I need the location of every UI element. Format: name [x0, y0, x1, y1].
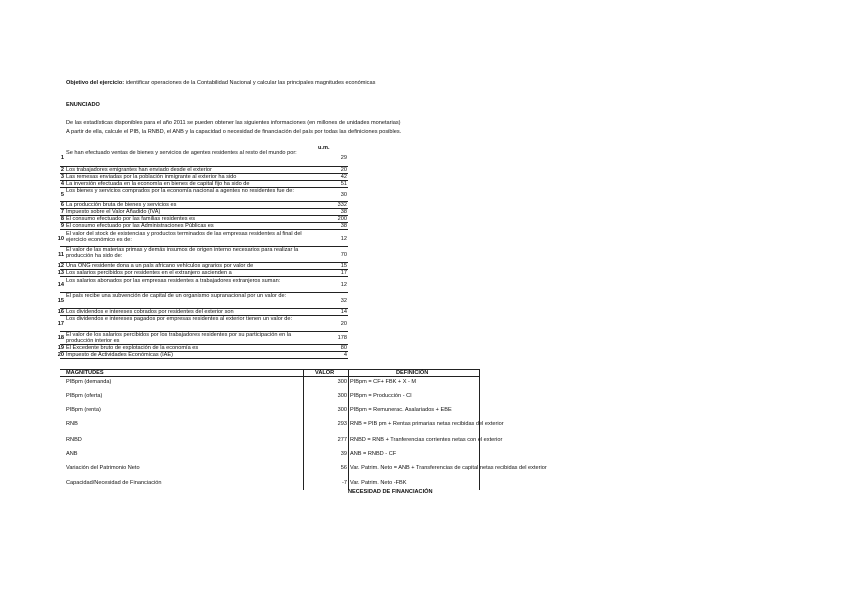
- magnitude-value: 39: [340, 451, 347, 457]
- magnitude-value: 293: [337, 421, 347, 427]
- row-text: Impuesto sobre el Valor Añadido (IVA): [66, 209, 161, 215]
- row-text: La inversión efectuada en la economía en bienes de capital fijo ha sido de: [66, 181, 250, 187]
- row-value: 12: [340, 235, 347, 242]
- row-number: 12: [57, 263, 64, 269]
- magnitudes-col-divider-3: [479, 369, 480, 490]
- row-text: Los salarios percibidos por residentes en el extranjero ascienden a: [66, 270, 232, 276]
- magnitude-definition: PIBpm = Producción - CI: [350, 393, 412, 399]
- row-value: 38: [340, 209, 347, 215]
- row-number: 8: [60, 216, 64, 222]
- magnitude-name: ANB: [66, 451, 78, 457]
- row-value: 4: [343, 352, 347, 358]
- row-text: Una ONG residente dona a un país africano vehículos agrarios por valor de: [66, 263, 254, 269]
- magnitude-name: RNB: [66, 421, 78, 427]
- magnitude-name: Variación del Patrimonio Neto: [66, 465, 140, 471]
- row-number: 17: [57, 320, 64, 327]
- row-text: El valor de las materias primas y demás insumos de origen interno necesarios para realizar la producción ha sido de:: [66, 247, 299, 260]
- magnitudes-header-definition: DEFINICIÓN: [396, 370, 429, 376]
- row-value: 32: [340, 297, 347, 304]
- row-number: 6: [60, 202, 64, 208]
- row-number: 14: [57, 282, 64, 288]
- magnitude-definition: RNB = PIB pm + Rentas primarias netas recibidas del exterior: [350, 421, 504, 427]
- magnitude-value: -7: [342, 480, 347, 486]
- row-number: 4: [60, 181, 64, 187]
- magnitude-definition: ANB = RNBD - CF: [350, 451, 397, 457]
- row-rule: [60, 229, 348, 230]
- magnitude-value: 300: [337, 407, 347, 413]
- objective-line: [66, 80, 375, 86]
- magnitudes-header-value: VALOR: [315, 370, 335, 376]
- row-value: 51: [340, 181, 347, 187]
- row-text: Los salarios abonados por las empresas residentes a trabajadores extranjeros suman:: [66, 278, 281, 284]
- magnitude-value: 277: [337, 437, 347, 443]
- magnitude-value: 300: [337, 379, 347, 385]
- row-value: 12: [340, 282, 347, 288]
- row-value: 178: [337, 335, 347, 341]
- row-rule: [60, 358, 348, 359]
- row-value: 332: [337, 202, 347, 208]
- row-value: 30: [340, 191, 347, 198]
- row-value: 38: [340, 223, 347, 229]
- row-number: 9: [60, 223, 64, 229]
- row-number: 16: [57, 309, 64, 315]
- row-text: Los trabajadores emigrantes han enviado desde el exterior: [66, 167, 212, 173]
- unit-header: u.m.: [318, 145, 330, 151]
- row-text: El consumo efectuado por las familias residentes es: [66, 216, 196, 222]
- row-value: 70: [340, 251, 347, 258]
- enunciado-title: ENUNCIADO: [66, 102, 100, 108]
- row-number: 15: [57, 297, 64, 304]
- row-number: 3: [60, 174, 64, 180]
- row-value: 29: [340, 155, 347, 161]
- magnitudes-col-divider-2: [348, 369, 349, 490]
- row-number: 7: [60, 209, 64, 215]
- row-number: 20: [57, 352, 64, 358]
- row-number: 11: [58, 251, 64, 258]
- row-value: 14: [340, 309, 347, 315]
- magnitude-definition: PIBpm = CF+ FBK + X - M: [350, 379, 417, 385]
- magnitudes-footer: NECESIDAD DE FINANCIACIÓN: [348, 489, 433, 495]
- row-text: Los bienes y servicios comprados por la economía nacional a agentes no residentes fue de:: [66, 188, 294, 194]
- row-value: 17: [340, 270, 347, 276]
- row-number: 1: [60, 155, 64, 161]
- magnitude-value: 56: [340, 465, 347, 471]
- row-number: 19: [57, 345, 64, 351]
- magnitude-value: 300: [337, 393, 347, 399]
- row-value: 20: [340, 167, 347, 173]
- row-rule: [60, 276, 348, 277]
- row-text: El valor del stock de existencias y productos terminados de las empresas residentes al final del ejercicio económico es de:: [66, 231, 302, 244]
- row-text: Los dividendos e intereses pagados por empresas residentes al exterior tienen un valor de:: [66, 316, 293, 322]
- row-text: Las remesas enviadas por la población inmigrante al exterior ha sido: [66, 174, 237, 180]
- objective-label: Objetivo del ejercicio:: [66, 80, 125, 86]
- row-value: 15: [340, 263, 347, 269]
- magnitude-definition: Var. Patrim. Neto = ANB + Transferencias de capital netas recibidas del exterior: [350, 465, 547, 471]
- row-text: Se han efectuado ventas de bienes y servicios de agentes residentes al resto del mundo por:: [66, 150, 297, 156]
- row-number: 2: [60, 167, 64, 173]
- magnitude-definition: PIBpm = Remunerac. Asalariados + EBE: [350, 407, 452, 413]
- magnitudes-header-name: MAGNITUDES: [66, 370, 104, 376]
- row-number: 10: [57, 235, 64, 242]
- magnitude-name: RNBD: [66, 437, 82, 443]
- magnitude-name: PIBpm (oferta): [66, 393, 103, 399]
- magnitudes-col-divider-1: [303, 369, 304, 490]
- magnitudes-header-rule: [60, 376, 479, 377]
- intro-line-1: De las estadísticas disponibles para el año 2011 se pueden obtener las siguientes informaciones (en millones de unidades monetarias): [66, 120, 401, 126]
- row-text: El Excedente bruto de explotación de la economía es: [66, 345, 199, 351]
- row-text: La producción bruta de bienes y servicios es: [66, 202, 177, 208]
- row-text: Impuesto de Actividades Económicas (IAE): [66, 352, 173, 358]
- magnitude-definition: RNBD = RNB + Tranferencias corrientes netas con el exterior: [350, 437, 503, 443]
- magnitude-name: PIBpm (demanda): [66, 379, 112, 385]
- row-number: 5: [60, 191, 64, 198]
- magnitude-name: PIBpm (renta): [66, 407, 101, 413]
- magnitude-definition: Var. Patrim. Neto -FBK: [350, 480, 407, 486]
- row-number: 18: [57, 335, 64, 341]
- row-text: El país recibe una subvención de capital de un organismo supranacional por un valor de:: [66, 293, 287, 299]
- row-text: El valor de los salarios percibidos por los trabajadores residentes por su participación en la producción interior es: [66, 332, 292, 345]
- row-value: 20: [340, 320, 347, 327]
- row-value: 42: [340, 174, 347, 180]
- row-text: El consumo efectuado por las Administraciones Públicas es: [66, 223, 214, 229]
- intro-line-2: A partir de ella, calcule el PIB, la RNBD, el ANB y la capacidad o necesidad de financiación del país por todas las definiciones posibles.: [66, 129, 402, 135]
- magnitude-name: Capacidad/Necesidad de Financiación: [66, 480, 162, 486]
- row-number: 13: [57, 270, 64, 276]
- row-value: 200: [337, 216, 347, 222]
- objective-text: identificar operaciones de la Contabilidad Nacional y calcular las principales magnitudes económicas: [124, 80, 376, 86]
- row-text: Los dividendos e intereses cobrados por residentes del exterior son: [66, 309, 234, 315]
- row-value: 80: [340, 345, 347, 351]
